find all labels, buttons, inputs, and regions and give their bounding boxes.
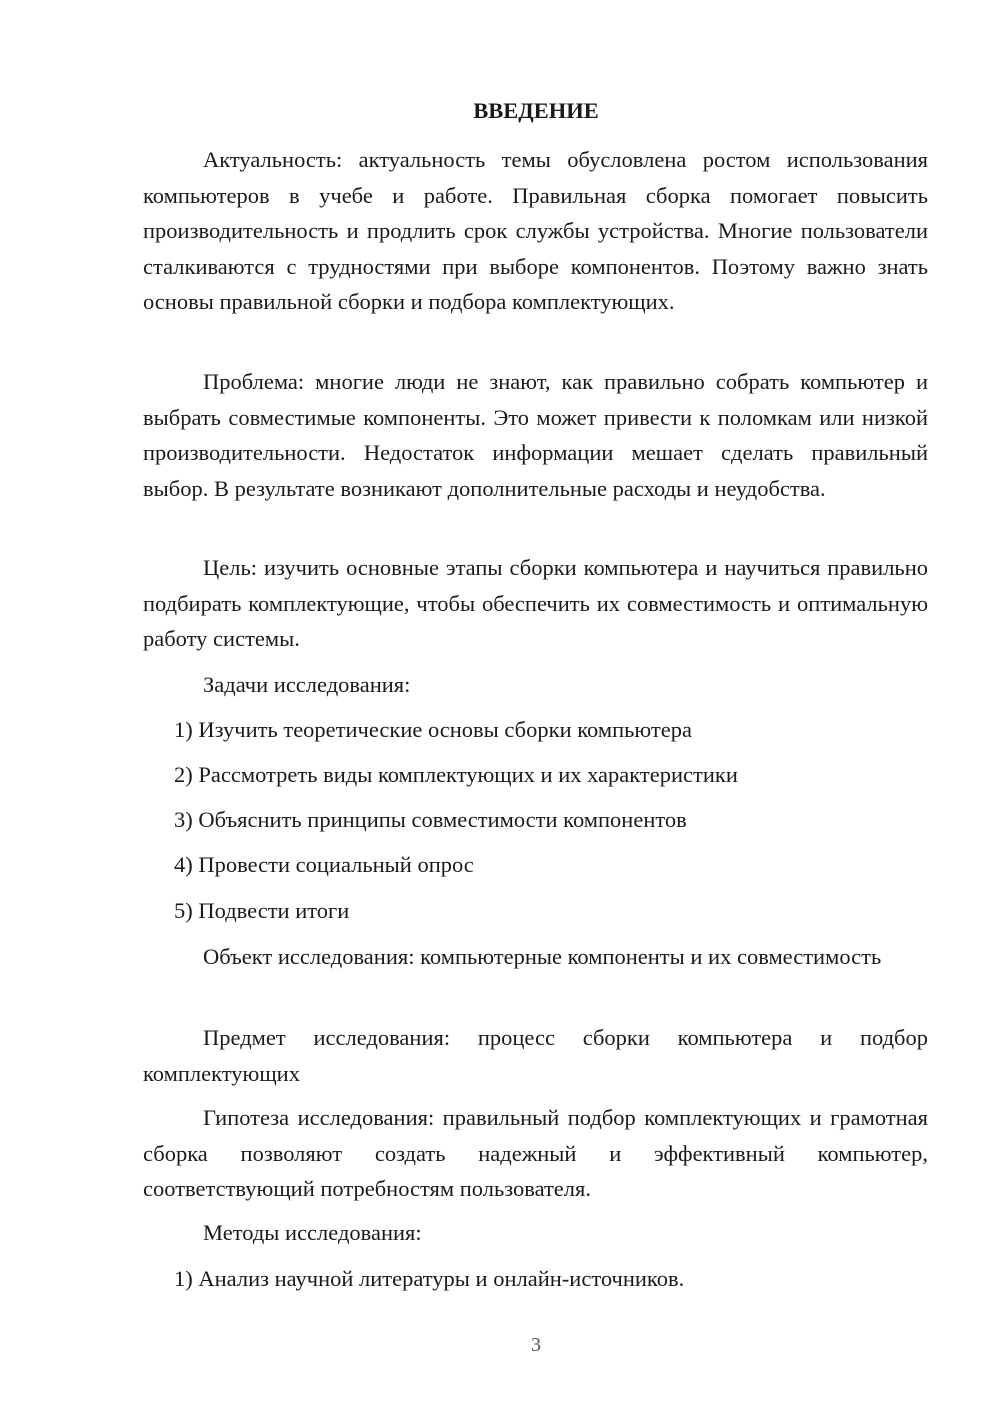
task-item: 5) Подвести итоги <box>174 898 350 923</box>
page-title: ВВЕДЕНИЕ <box>473 98 599 123</box>
page-number: 3 <box>531 1334 541 1356</box>
method-item: 1) Анализ научной литературы и онлайн-источников. <box>174 1266 685 1291</box>
task-item: 3) Объяснить принципы совместимости компонентов <box>174 807 687 832</box>
tasks-heading: Задачи исследования: <box>203 672 411 697</box>
goal-paragraph: Цель: изучить основные этапы сборки компьютера и научиться правильно подбирать комплектующие, чтобы обеспечить их совместимость и оптимальную работу системы. <box>143 555 928 651</box>
object-paragraph: Объект исследования: компьютерные компоненты и их совместимость <box>203 944 882 969</box>
methods-heading: Методы исследования: <box>203 1220 422 1245</box>
problem-paragraph: Проблема: многие люди не знают, как правильно собрать компьютер и выбрать совместимые компоненты. Это может привести к поломкам или низкой производительности. Недостаток информации мешает сделать правильный выбор. В результате возникают дополнительные расходы и неудобства. <box>143 369 928 501</box>
task-item: 4) Провести социальный опрос <box>174 852 474 877</box>
relevance-paragraph: Актуальность: актуальность темы обусловлена ростом использования компьютеров в учебе и работе. Правильная сборка помогает повысить производительность и продлить срок службы устройства. Многие пользователи сталкиваются с трудностями при выборе компонентов. Поэтому важно знать основы правильной сборки и подбора комплектующих. <box>143 147 928 314</box>
hypothesis-paragraph: Гипотеза исследования: правильный подбор комплектующих и грамотная сборка позволяют создать надежный и эффективный компьютер, соответствующий потребностям пользователя. <box>143 1105 928 1201</box>
subject-paragraph: Предмет исследования: процесс сборки компьютера и подбор комплектующих <box>143 1025 928 1086</box>
task-item: 1) Изучить теоретические основы сборки компьютера <box>174 717 692 742</box>
task-item: 2) Рассмотреть виды комплектующих и их характеристики <box>174 762 738 787</box>
